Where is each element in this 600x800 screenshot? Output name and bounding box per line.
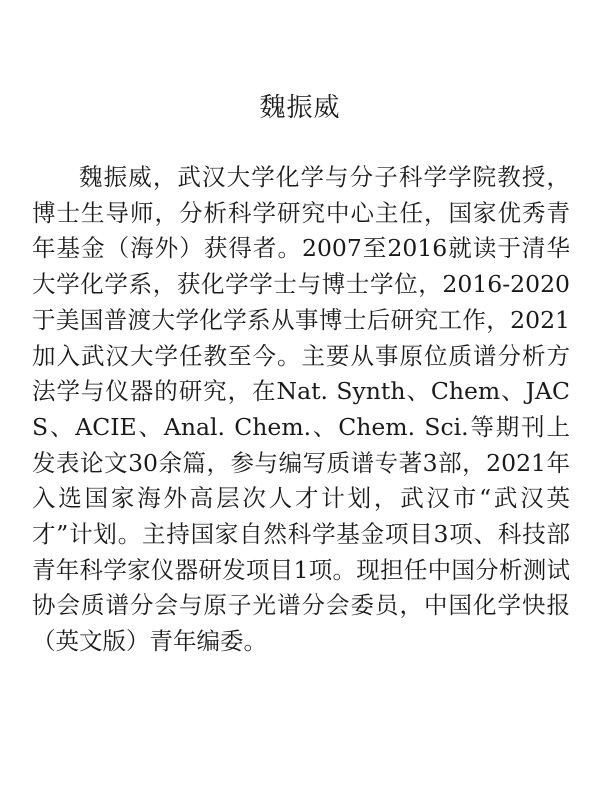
page-title: 魏振威: [259, 93, 341, 123]
biography-paragraph: 魏振威，武汉大学化学与分子科学学院教授，博士生导师，分析科学研究中心主任，国家优秀青年基金（海外）获得者。2007至2016就读于清华大学化学系，获化学学士与博士学位，2016-2020于美国普渡大学化学系从事博士后研究工作，2021加入武汉大学任教至今。主要从事原位质谱分析方法学与仪器的研究，在Nat. Synth、Chem、JACS、ACIE、Anal. Chem.、Chem. Sci.等期刊上发表论文30余篇，参与编写质谱专著3部，2021年入选国家海外高层次人才计划，武汉市“武汉英才”计划。主持国家自然科学基金项目3项、科技部青年科学家仪器研发项目1项。现担任中国分析测试协会质谱分会与原子光谱分会委员，中国化学快报（英文版）青年编委。: [32, 163, 570, 656]
